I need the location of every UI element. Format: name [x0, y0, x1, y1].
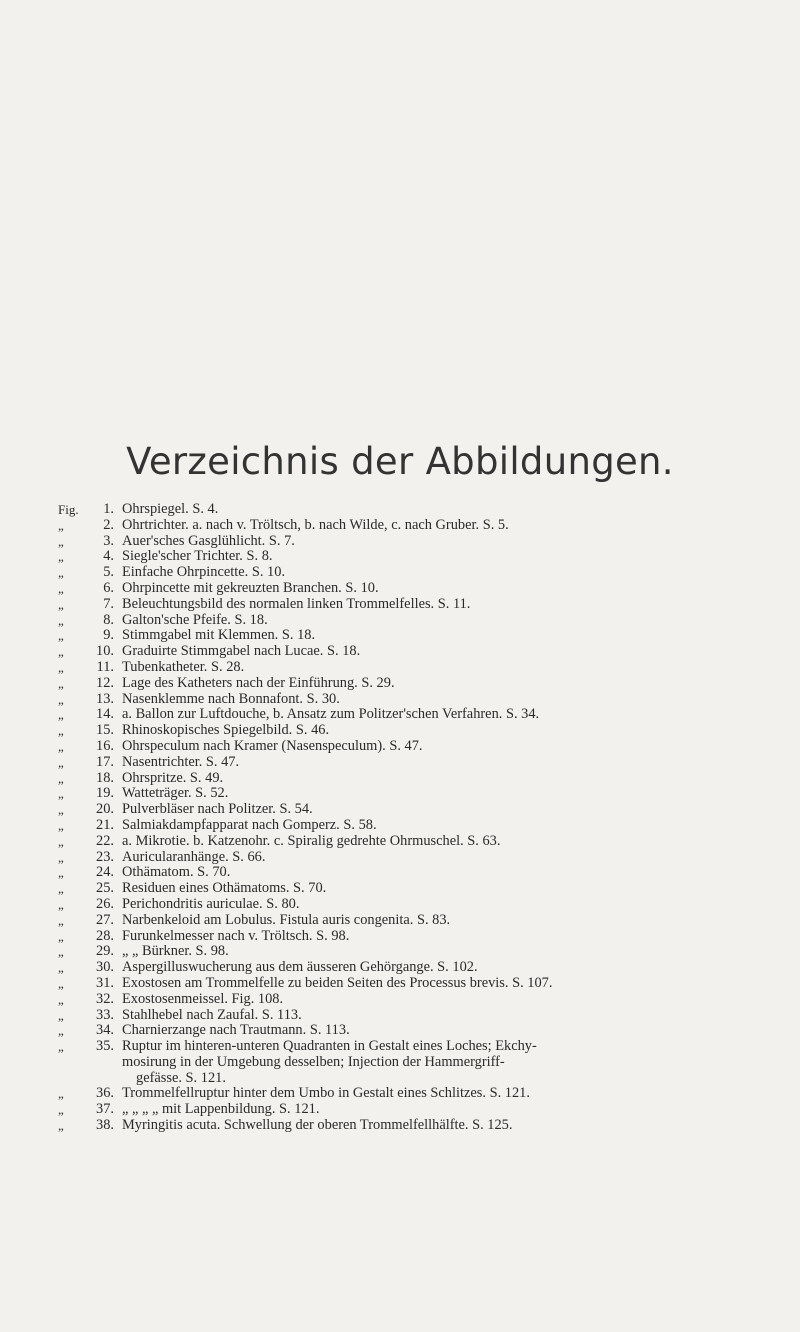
figure-number: 33. [96, 1006, 114, 1023]
figure-number: 30. [96, 959, 114, 976]
figure-caption [122, 613, 793, 629]
caption-line: Ohrpincette mit gekreuzten Branchen. S. 10. [122, 579, 379, 596]
list-item [58, 707, 793, 723]
figure-caption [122, 929, 793, 945]
list-item [58, 834, 793, 850]
figure-caption [122, 802, 793, 818]
caption-line: Aspergilluswucherung aus dem äusseren Gehörgange. S. 102. [122, 959, 478, 976]
figure-number: 34. [96, 1022, 114, 1039]
figure-prefix: „ [58, 517, 64, 533]
figure-caption [122, 581, 793, 597]
list-item [58, 597, 793, 613]
caption-line: Auer'sches Gasglühlicht. S. 7. [122, 532, 295, 549]
figure-number: 1. [103, 501, 114, 517]
figure-prefix: „ [58, 707, 64, 723]
figure-prefix: „ [58, 1023, 64, 1039]
caption-line: a. Mikrotie. b. Katzenohr. c. Spiralig gedrehte Ohrmuschel. S. 63. [122, 832, 501, 849]
figure-number: 31. [96, 974, 114, 991]
list-item [58, 881, 793, 897]
figure-number: 11. [96, 658, 114, 675]
figure-number: 28. [96, 927, 114, 944]
figure-prefix: „ [58, 596, 64, 612]
figure-prefix: Fig. [58, 502, 79, 517]
figure-prefix: „ [58, 691, 64, 707]
list-item [58, 581, 793, 597]
figure-number: 29. [96, 943, 114, 960]
list-item [58, 976, 793, 992]
figure-caption [122, 707, 793, 723]
list-item [58, 534, 793, 550]
figure-caption [122, 1008, 793, 1024]
figure-prefix: „ [58, 659, 64, 675]
figure-number: 9. [103, 627, 114, 644]
figure-caption [122, 660, 793, 676]
figure-number: 35. [96, 1038, 114, 1055]
figure-prefix: „ [58, 912, 64, 928]
figure-prefix: „ [58, 738, 64, 754]
figure-number: 21. [96, 816, 114, 833]
caption-line: Nasentrichter. S. 47. [122, 753, 240, 770]
caption-line: Pulverbläser nach Politzer. S. 54. [122, 801, 313, 818]
list-item [58, 913, 793, 929]
caption-line: Perichondritis auriculae. S. 80. [122, 895, 300, 912]
list-item [58, 1008, 793, 1024]
figure-number: 16. [96, 737, 114, 754]
figure-number: 26. [96, 895, 114, 912]
list-item [58, 644, 793, 660]
figure-number: 13. [96, 690, 114, 707]
list-item [58, 565, 793, 581]
figure-number: 23. [96, 848, 114, 865]
figure-caption [122, 1039, 793, 1086]
figure-prefix: „ [58, 881, 64, 897]
figure-number: 15. [96, 722, 114, 739]
list-item [58, 676, 793, 692]
caption-line: Graduirte Stimmgabel nach Lucae. S. 18. [122, 643, 361, 660]
figure-caption [122, 549, 793, 565]
figure-prefix: „ [58, 849, 64, 865]
caption-line: Salmiakdampfapparat nach Gomperz. S. 58. [122, 816, 377, 833]
list-item [58, 992, 793, 1008]
list-item [58, 771, 793, 787]
list-item [58, 518, 793, 534]
figure-prefix: „ [58, 960, 64, 976]
caption-line: Nasenklemme nach Bonnafont. S. 30. [122, 690, 340, 707]
figure-caption [122, 771, 793, 787]
figure-caption [122, 992, 793, 1008]
caption-line: a. Ballon zur Luftdouche, b. Ansatz zum Politzer'schen Verfahren. S. 34. [122, 706, 540, 723]
caption-line: gefässe. S. 121. [136, 1069, 226, 1086]
figure-number: 10. [96, 643, 114, 660]
caption-line: Furunkelmesser nach v. Tröltsch. S. 98. [122, 927, 350, 944]
figure-caption [122, 755, 793, 771]
figure-number: 18. [96, 769, 114, 786]
figure-number: 27. [96, 911, 114, 928]
figure-caption [122, 865, 793, 881]
figure-prefix: „ [58, 896, 64, 912]
figure-caption [122, 881, 793, 897]
figure-caption [122, 1023, 793, 1039]
figure-prefix: „ [58, 991, 64, 1007]
figure-number: 19. [96, 785, 114, 802]
figure-prefix: „ [58, 1086, 64, 1102]
figure-prefix: „ [58, 549, 64, 565]
caption-line: Stahlhebel nach Zaufal. S. 113. [122, 1006, 302, 1023]
list-item [58, 960, 793, 976]
page-title: Verzeichnis der Abbildungen. [126, 440, 674, 483]
caption-line: Siegle'scher Trichter. S. 8. [122, 548, 273, 565]
caption-line: Residuen eines Othämatoms. S. 70. [122, 880, 327, 897]
figure-list [58, 502, 793, 1134]
figure-number: 4. [103, 548, 114, 565]
figure-number: 32. [96, 990, 114, 1007]
figure-prefix: „ [58, 580, 64, 596]
figure-caption [122, 597, 793, 613]
caption-line: Rhinoskopisches Spiegelbild. S. 46. [122, 722, 330, 739]
figure-caption [122, 944, 793, 960]
figure-prefix: „ [58, 833, 64, 849]
figure-caption [122, 850, 793, 866]
figure-number: 24. [96, 864, 114, 881]
list-item [58, 1102, 793, 1118]
figure-prefix: „ [58, 865, 64, 881]
figure-number: 7. [103, 595, 114, 612]
caption-line: „ „ „ „ mit Lappenbildung. S. 121. [122, 1101, 320, 1118]
caption-line: Stimmgabel mit Klemmen. S. 18. [122, 627, 316, 644]
figure-caption [122, 739, 793, 755]
figure-number: 2. [103, 516, 114, 533]
caption-line: Galton'sche Pfeife. S. 18. [122, 611, 268, 628]
figure-prefix: „ [58, 628, 64, 644]
figure-number: 14. [96, 706, 114, 723]
caption-line: Auricularanhänge. S. 66. [122, 848, 266, 865]
figure-caption [122, 692, 793, 708]
figure-number: 6. [103, 579, 114, 596]
list-item [58, 897, 793, 913]
figure-number: 36. [96, 1085, 114, 1102]
figure-caption [122, 976, 793, 992]
list-item [58, 1086, 793, 1102]
figure-number: 5. [103, 564, 114, 581]
figure-number: 12. [96, 674, 114, 691]
list-item [58, 739, 793, 755]
caption-line: Ohrspeculum nach Kramer (Nasenspeculum). S. 47. [122, 737, 423, 754]
figure-caption [122, 960, 793, 976]
figure-number: 20. [96, 801, 114, 818]
figure-prefix: „ [58, 928, 64, 944]
figure-number: 22. [96, 832, 114, 849]
list-item [58, 818, 793, 834]
list-item [58, 660, 793, 676]
list-item [58, 628, 793, 644]
list-item [58, 1023, 793, 1039]
caption-line: Ohrtrichter. a. nach v. Tröltsch, b. nach Wilde, c. nach Gruber. S. 5. [122, 516, 509, 533]
caption-line: mosirung in der Umgebung desselben; Injection der Hammergriff- [122, 1053, 505, 1070]
figure-number: 3. [103, 532, 114, 549]
list-item [58, 755, 793, 771]
list-item [58, 944, 793, 960]
figure-caption [122, 628, 793, 644]
figure-prefix: „ [58, 770, 64, 786]
caption-line: Ohrspritze. S. 49. [122, 769, 224, 786]
list-item [58, 802, 793, 818]
list-item [58, 929, 793, 945]
figure-prefix: „ [58, 802, 64, 818]
caption-line: „ „ Bürkner. S. 98. [122, 943, 229, 960]
caption-line: Myringitis acuta. Schwellung der oberen Trommelfellhälfte. S. 125. [122, 1117, 513, 1134]
caption-line: Trommelfellruptur hinter dem Umbo in Gestalt eines Schlitzes. S. 121. [122, 1085, 530, 1102]
figure-prefix: „ [58, 1007, 64, 1023]
figure-caption [122, 834, 793, 850]
figure-prefix: „ [58, 786, 64, 802]
figure-caption [122, 818, 793, 834]
caption-line: Exostosenmeissel. Fig. 108. [122, 990, 284, 1007]
figure-prefix: „ [58, 533, 64, 549]
list-item [58, 865, 793, 881]
caption-line: Einfache Ohrpincette. S. 10. [122, 564, 286, 581]
figure-prefix: „ [58, 975, 64, 991]
caption-line: Watteträger. S. 52. [122, 785, 229, 802]
list-item [58, 1118, 793, 1134]
figure-prefix: „ [58, 944, 64, 960]
list-item [58, 723, 793, 739]
figure-caption [122, 502, 793, 518]
list-item [58, 786, 793, 802]
caption-line: Lage des Katheters nach der Einführung. S. 29. [122, 674, 395, 691]
figure-caption [122, 786, 793, 802]
figure-caption [122, 1086, 793, 1102]
caption-line: Narbenkeloid am Lobulus. Fistula auris congenita. S. 83. [122, 911, 451, 928]
figure-number: 17. [96, 753, 114, 770]
figure-caption [122, 723, 793, 739]
figure-prefix: „ [58, 612, 64, 628]
figure-prefix: „ [58, 675, 64, 691]
caption-line: Beleuchtungsbild des normalen linken Trommelfelles. S. 11. [122, 595, 471, 612]
figure-caption [122, 565, 793, 581]
caption-line: Ohrspiegel. S. 4. [122, 501, 219, 517]
figure-caption [122, 1102, 793, 1118]
figure-caption [122, 1118, 793, 1134]
caption-line: Tubenkatheter. S. 28. [122, 658, 245, 675]
caption-line: Othämatom. S. 70. [122, 864, 231, 881]
list-item [58, 692, 793, 708]
list-item [58, 549, 793, 565]
caption-line: Exostosen am Trommelfelle zu beiden Seiten des Processus brevis. S. 107. [122, 974, 553, 991]
figure-caption [122, 518, 793, 534]
figure-prefix: „ [58, 1039, 64, 1055]
caption-line: Charnierzange nach Trautmann. S. 113. [122, 1022, 350, 1039]
figure-prefix: „ [58, 754, 64, 770]
figure-prefix: „ [58, 723, 64, 739]
figure-number: 38. [96, 1117, 114, 1134]
figure-prefix: „ [58, 1102, 64, 1118]
figure-prefix: „ [58, 1118, 64, 1134]
figure-number: 8. [103, 611, 114, 628]
list-item [58, 850, 793, 866]
caption-line: Ruptur im hinteren-unteren Quadranten in Gestalt eines Loches; Ekchy- [122, 1038, 537, 1055]
figure-caption [122, 897, 793, 913]
figure-number: 37. [96, 1101, 114, 1118]
list-item [58, 613, 793, 629]
figure-caption [122, 644, 793, 660]
figure-caption [122, 913, 793, 929]
list-item [58, 1039, 793, 1086]
figure-caption [122, 676, 793, 692]
list-item [58, 502, 793, 518]
figure-number: 25. [96, 880, 114, 897]
figure-prefix: „ [58, 817, 64, 833]
figure-prefix: „ [58, 565, 64, 581]
figure-prefix: „ [58, 644, 64, 660]
figure-caption [122, 534, 793, 550]
